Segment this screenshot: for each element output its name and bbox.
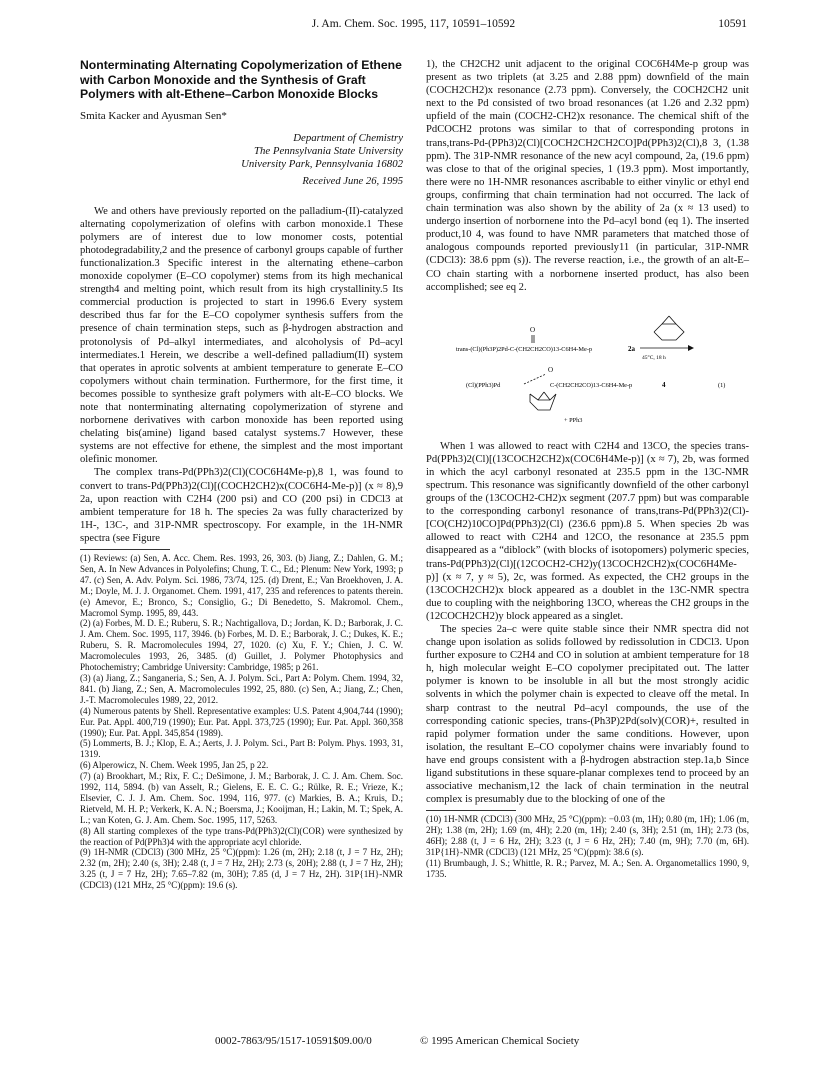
affiliation <box>80 132 403 172</box>
reference-item: (8) All starting complexes of the type trans-Pd(PPh3)2(Cl)(COR) were synthesized by the reaction of Pd(PPh3)4 with the appropriate acyl chloride. <box>80 825 403 847</box>
product-palladium: (Cl)(PPh3)Pd <box>466 381 501 389</box>
article-title: Nonterminating Alternating Copolymerization of Ethene with Carbon Monoxide and the Synthesis of Graft Polymers with alt-Ethene–Carbon Monoxide Blocks <box>80 58 402 102</box>
body-paragraph: The complex trans-Pd(PPh3)2(Cl)(COC6H4Me-p),8 1, was found to convert to trans-Pd(PPh3)2(Cl)[(COCH2CH2)x(COC6H4-Me-p)] (x ≈ 8),9 2a, upon reaction with C2H4 (200 psi) and CO (200 psi) in CDCl3 at ambient temperature for 18 h. The species 2a was fully characterized by 1H-, 13C-, and 31P-NMR spectroscopy. For example, in the 1H-NMR spectra (see Figure <box>80 467 403 544</box>
product-label: 4 <box>662 380 666 389</box>
reactant-formula: trans-(Cl)(Ph3P)2Pd-C-(CH2CH2CO)13-C6H4-Me-p <box>456 345 593 353</box>
journal-citation: J. Am. Chem. Soc. 1995, 117, 10591–10592 <box>311 18 516 30</box>
reference-item: (5) Lommerts, B. J.; Klop, E. A.; Aerts, J. J. Polym. Sci., Part B: Polym. Phys. 1993, 31, 1319. <box>80 738 403 760</box>
left-column <box>80 58 403 891</box>
affiliation-line: The Pennsylvania State University <box>253 145 403 158</box>
copyright: © 1995 American Chemical Society <box>420 1035 580 1047</box>
body-paragraph: 1), the CH2CH2 unit adjacent to the original COC6H4Me-p group was present as two triplets (at 3.25 and 2.88 ppm) downfield of the main (COCH2CH2)x resonance (2.73 ppm). Conversely, the COCH2CH2 unit next to the Pd consisted of two broad resonances (at 1.26 and 2.32 ppm) upfield of the main (COCH2-CH2)x resonance. The chemical shift of the PdCOCH2 protons was similar to that of corresponding protons in trans,trans-Pd-(PPh3)2(Cl)[COCH2CH2CH2CO]Pd(PPh3)2(Cl),8 3, (1.38 ppm). The 31P-NMR resonance of the new acyl compound, 2a, (19.6 ppm) was close to that of the original species, 1 (19.3 ppm). Most importantly, there were no 1H-NMR resonances ascribable to either vinylic or ethyl end groups, confirming that chain termination had not occurred. The lack of chain termination was also shown by the ability of 2a (x ≈ 13 used) to undergo insertion of norbornene into the Pd–acyl bond (eq 1). The inserted product,10 4, was found to have NMR parameters that matched those of analogous compounds reported previously11 (in particular, 31P-NMR (CDCl3): 38.6 ppm (s)). The reverse reaction, i.e., the growth of an alt-E–CO chain starting with a norbornene inserted product, has also been accomplished; see eq 2. <box>426 59 749 293</box>
references-right <box>426 814 749 879</box>
received-date: Received June 26, 1995 <box>302 176 403 188</box>
reaction-scheme <box>426 302 749 432</box>
footnote-rule <box>426 810 516 811</box>
reference-item: (2) (a) Forbes, M. D. E.; Ruberu, S. R.; Nachtigallova, D.; Jordan, K. D.; Barborak, J. C. J. Am. Chem. Soc. 1995, 117, 3946. (b) Forbes, M. D. E.; Barborak, J. C.; Dukes, K. E.; Ruberu, S. R. Macromolecules 1994, 27, 1020. (c) Xu, F. Y.; Chien, J. C. W. Macromolecules 1993, 26, 3485. (d) Guillet, J. Polymer Photophysics and Photochemistry; Cambridge University: Cambridge, 1985; p 261. <box>80 618 403 673</box>
product-oxygen: O <box>548 365 554 374</box>
footnote-rule <box>80 549 170 550</box>
arrow-head <box>688 345 694 351</box>
running-header <box>80 18 747 34</box>
reference-item: (11) Brumbaugh, J. S.; Whittle, R. R.; Parvez, M. A.; Sen. A. Organometallics 1990, 9, 1735. <box>426 857 749 879</box>
byproduct: + PPh3 <box>564 416 583 424</box>
reference-item: (3) (a) Jiang, Z.; Sanganeria, S.; Sen, A. J. Polym. Sci., Part A: Polym. Chem. 1994, 32, 841. (b) Jiang, Z.; Sen, A. Macromolecules 1992, 25, 880. (c) Sen, A.; Jiang, Z.; Chen, J.-T. Macromolecules 1989, 22, 2012. <box>80 672 403 705</box>
scheme-drawing <box>426 302 749 432</box>
reference-item: (1) Reviews: (a) Sen, A. Acc. Chem. Res. 1993, 26, 303. (b) Jiang, Z.; Dahlen, G. M.; Sen, A. In New Advances in Polyolefins; Chung, T. C., Ed.; Plenum: New York, 1993; p 47. (c) Sen, A. Adv. Polym. Sci. 1986, 73/74, 125. (d) Drent, E.; Van Broekhoven, J. A. M.; Doyle, M. J. J. Organomet. Chem. 1991, 417, 235 and references to patents therein. (e) Amevor, E.; Bronco, S.; Consiglio, G.; Di Benedetto, S. Makromol. Chem., Macromol Symp. 1995, 89, 443. <box>80 553 403 618</box>
oxygen-label: O <box>530 325 536 334</box>
affiliation-line: Department of Chemistry <box>293 131 403 144</box>
norbornene-icon <box>654 316 684 340</box>
norbornane-icon <box>530 392 556 410</box>
article-code: 0002-7863/95/1517-10591$09.00/0 <box>215 1035 372 1047</box>
reference-item: (7) (a) Brookhart, M.; Rix, F. C.; DeSimone, J. M.; Barborak, J. C. J. Am. Chem. Soc. 1992, 114, 5894. (b) van Asselt, R.; Gielens, E. E. C. G.; Rülke, R. E.; Vrieze, K.; Elsevier, C. J. J. Am. Chem. Soc. 1994, 116, 977. (c) Markies, B. A.; Kruis, D.; Rietveld, M. H. P.; Verkerk, K. A. N.; Boersma, J.; Kooijman, H.; Lakin, M. T.; Spek, A. L.; van Koten, G. J. Am. Chem. Soc. 1995, 117, 5263. <box>80 771 403 825</box>
body-paragraph: We and others have previously reported on the palladium-(II)-catalyzed alternating copolymerization of olefins with carbon monoxide.1 These polymers are of interest due to low monomer costs, potential photodegradability,2 and the presence of carbonyl groups capable of further functionalization.3 Specific interest in the alternating ethene–carbon monoxide copolymer (E–CO copolymer) stems from its high mechanical strength4 and melting point, which result from its high crystallinity.5 Its commercial production is projected to start in 1996.6 Every system described thus far for the E–CO copolymer synthesis suffers from the presence of chain termination steps, such as β-hydrogen abstraction and protonolysis of Pd–alkyl intermediates, and alcoholysis of Pd–acyl intermediates.1 Herein, we describe a well-defined palladium(II) system that operates in aprotic solvents at ambient temperature to generate E–CO copolymers without chain termination. Furthermore, for the first time, it becomes possible to synthesize graft polymers with alt-E–CO blocks. We note that nonterminating alternating copolymerization of styrene and norbornene derivatives with carbon monoxide has been reported using chelating bis(amine) ligand based catalyst systems.7 However, these systems are not effective for ethene, the simplest and the most important olefinic monomer. <box>80 205 403 466</box>
page-number: 10591 <box>718 18 747 30</box>
equation-number: (1) <box>718 381 726 389</box>
reference-item: (6) Alperowicz, N. Chem. Week 1995, Jan 25, p 22. <box>80 760 269 771</box>
references-left <box>80 553 403 891</box>
reference-item: (9) 1H-NMR (CDCl3) (300 MHz, 25 °C)(ppm): 1.26 (m, 2H); 2.18 (t, J = 7 Hz, 2H); 2.32 (m, 2H); 2.40 (s, 3H); 2.48 (t, J = 7 Hz, 2H); 2.73 (s, 20H); 2.88 (t, J = 7 Hz, 2H); 3.25 (t, J = 7 Hz, 2H); 7.65–7.82 (m, 30H); 7.85 (d, J = 7 Hz, 2H). 31P{1H}-NMR (CDCl3) (121 MHz, 25 °C)(ppm): 19.6 (s). <box>80 847 403 891</box>
reference-item: (10) 1H-NMR (CDCl3) (300 MHz, 25 °C)(ppm): −0.03 (m, 1H); 0.80 (m, 1H); 1.06 (m, 2H); 1.38 (m, 2H); 1.69 (m, 4H); 2.20 (m, 1H); 2.40 (s, 3H); 2.51 (m, 1H); 2.73 (bs, 46H); 2.88 (t, J = 6 Hz, 2H); 3.23 (t, J = 6 Hz, 2H); 7.40 (m, 9H); 7.70 (m, 6H). 31P{1H}-NMR (CDCl3) (121 MHz, 25 °C)(ppm): 38.6 (s). <box>426 814 749 858</box>
right-column <box>426 58 749 880</box>
authors: Smita Kacker and Ayusman Sen* <box>80 109 227 122</box>
body-paragraph: When 1 was allowed to react with C2H4 and 13CO, the species trans-Pd(PPh3)2(Cl)[(13COCH2CH2)x(COC6H4Me-p)] (x ≈ 7), 2b, was formed in which the acyl carbonyl resonated at 235.5 ppm in the 13C-NMR spectrum. This resonance was significantly downfield of the other carbonyl groups of the (13COCH2-CH2)x segment (207.7 ppm) but was comparable to the corresponding carbonyl resonance of trans,trans-Pd(PPh3)2(Cl)-[CO(CH2)10CO]Pd(PPh3)2(Cl) (236.6 ppm).8 5. When species 2b was allowed to react with C2H4 and 12CO, the resonance at 235.5 ppm disappeared as a “diblock” (with blocks of isotopomers) polymeric species, trans-Pd(PPh3)2(Cl)[(12COCH2-CH2)y(13COCH2CH2)x(COC6H4Me-p)] (x ≈ 7, y ≈ 5), 2c, was formed. As expected, the CH2 groups in the (13COCH2CH2)x block appeared as a doublet in the 13C-NMR spectra due to coupling with the neighboring 13CO, whereas the CH2 groups in the (12COCH2CH2)y block appeared as a singlet. <box>426 440 749 622</box>
body-paragraph: The species 2a–c were quite stable since their NMR spectra did not change upon isolation as solids followed by redissolution in CDCl3. Upon further exposure to C2H4 and CO in solution at ambient temperature for 18 h, high molecular weight E–CO copolymer precipitated out. The latter polymer is known to be insoluble in all but the most strongly acidic solvents in which the polymer chain is expected to cleave off the metal. In sharp contrast to the neutral Pd–acyl compounds, the use of the corresponding cationic species, trans-(Ph3P)2Pd(solv)(COR)+, resulted in rapid polymer formation under the same conditions. However, upon isolation, the resultant E–CO copolymer chains were invariably found to have end groups consistent with a β-hydrogen abstraction step.1a,b Since ligand substitutions in these square-planar complexes tend to proceed by an associative mechanism,12 the lack of chain termination in the neutral complex is presumably due to the blocking of one of the <box>426 624 749 806</box>
reactant-label: 2a <box>628 344 635 353</box>
conditions-label: 45°C, 18 h <box>642 354 666 361</box>
product-chain: C-(CH2CH2CO)13-C6H4-Me-p <box>550 381 633 389</box>
reference-item: (4) Numerous patents by Shell. Representative examples: U.S. Patent 4,904,744 (1990); Eur. Pat. Appl. 400,719 (1990); Eur. Pat. Appl. 373,725 (1990); Eur. Pat. Appl. 360,358 (1990); Eur. Pat. Appl. 345,854 (1989). <box>80 705 403 738</box>
affiliation-line: University Park, Pennsylvania 16802 <box>241 158 403 171</box>
coordination-bond <box>524 374 546 384</box>
